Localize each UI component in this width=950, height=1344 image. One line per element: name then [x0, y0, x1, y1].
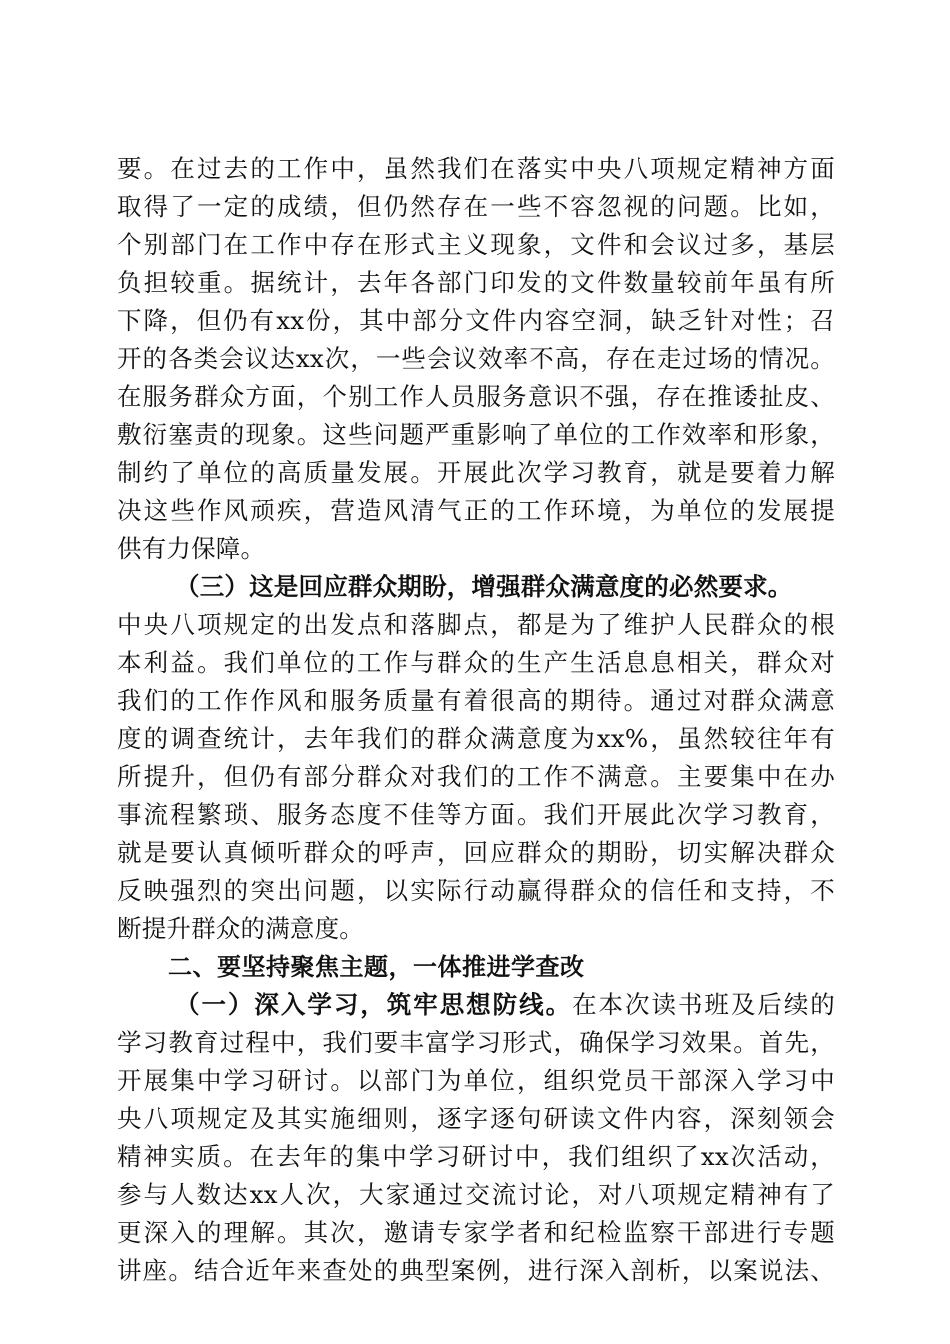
- section-lead: （一）深入学习，筑牢思想防线。: [175, 990, 573, 1019]
- paragraph-line: 要。在过去的工作中，虽然我们在落实中央八项规定精神方面: [117, 154, 835, 183]
- paragraph-line: 取得了一定的成绩，但仍然存在一些不容忽视的问题。比如，: [117, 192, 835, 221]
- paragraph-line: 中央八项规定的出发点和落脚点，都是为了维护人民群众的根: [117, 610, 835, 639]
- paragraph-line: 反映强烈的突出问题，以实际行动赢得群众的信任和支持，不: [117, 876, 835, 905]
- paragraph-line: 事流程繁琐、服务态度不佳等方面。我们开展此次学习教育，: [117, 800, 835, 829]
- paragraph-line: 本利益。我们单位的工作与群众的生产生活息息相关，群众对: [117, 648, 835, 677]
- document-body: [117, 150, 835, 1290]
- paragraph-line: 开的各类会议达xx次，一些会议效率不高，存在走过场的情况。: [117, 344, 835, 373]
- paragraph-line: 我们的工作作风和服务质量有着很高的期待。通过对群众满意: [117, 686, 835, 715]
- paragraph-line: 度的调查统计，去年我们的群众满意度为xx%，虽然较往年有: [117, 724, 835, 753]
- section-lead-continuation: 在本次读书班及后续的: [572, 990, 835, 1019]
- paragraph-line: 讲座。结合近年来查处的典型案例，进行深入剖析，以案说法、: [117, 1256, 835, 1285]
- paragraph-line: 央八项规定及其实施细则，逐字逐句研读文件内容，深刻领会: [117, 1104, 835, 1133]
- paragraph-line: 学习教育过程中，我们要丰富学习形式，确保学习效果。首先，: [117, 1028, 835, 1057]
- paragraph-line: 敷衍塞责的现象。这些问题严重影响了单位的工作效率和形象，: [117, 420, 835, 449]
- paragraph-line: 负担较重。据统计，去年各部门印发的文件数量较前年虽有所: [117, 268, 835, 297]
- paragraph-line: 所提升，但仍有部分群众对我们的工作不满意。主要集中在办: [117, 762, 835, 791]
- paragraph-line: 在服务群众方面，个别工作人员服务意识不强，存在推诿扯皮、: [117, 382, 835, 411]
- paragraph-line: 精神实质。在去年的集中学习研讨中，我们组织了xx次活动，: [117, 1142, 835, 1171]
- paragraph-line: 个别部门在工作中存在形式主义现象，文件和会议过多，基层: [117, 230, 835, 259]
- paragraph-line: 就是要认真倾听群众的呼声，回应群众的期盼，切实解决群众: [117, 838, 835, 867]
- paragraph-line: 参与人数达xx人次，大家通过交流讨论，对八项规定精神有了: [117, 1180, 835, 1209]
- paragraph-line: 制约了单位的高质量发展。开展此次学习教育，就是要着力解: [117, 458, 835, 487]
- paragraph-line: 供有力保障。: [117, 534, 266, 563]
- paragraph-line: 决这些作风顽疾，营造风清气正的工作环境，为单位的发展提: [117, 496, 835, 525]
- paragraph-line: 下降，但仍有xx份，其中部分文件内容空洞，缺乏针对性；召: [117, 306, 835, 335]
- section-lead: （三）这是回应群众期盼，增强群众满意度的必然要求。: [175, 572, 793, 601]
- paragraph-line: 断提升群众的满意度。: [117, 914, 364, 943]
- paragraph-line: [117, 986, 835, 1024]
- paragraph-line: 开展集中学习研讨。以部门为单位，组织党员干部深入学习中: [117, 1066, 835, 1095]
- paragraph-line: 更深入的理解。其次，邀请专家学者和纪检监察干部进行专题: [117, 1218, 835, 1247]
- section-heading: 二、要坚持聚焦主题，一体推进学查改: [168, 953, 585, 981]
